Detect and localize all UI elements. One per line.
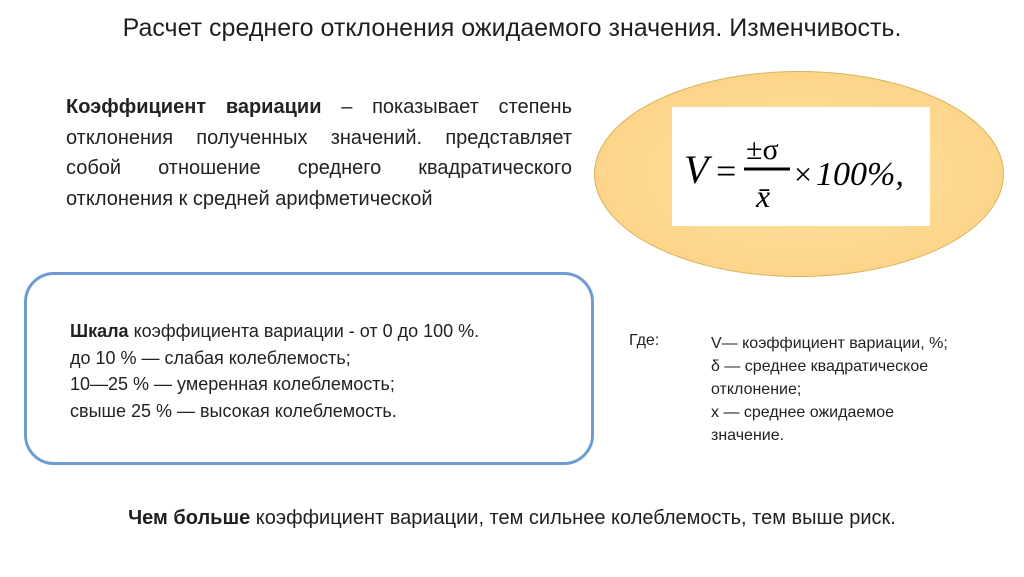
formula-rhs: 100%,	[816, 156, 904, 193]
scale-item: до 10 % — слабая колеблемость;	[70, 347, 351, 368]
scale-text	[70, 318, 570, 424]
legend-line-x: x — среднее ожидаемое	[711, 404, 895, 421]
definition-term: Коэффициент вариации	[66, 96, 322, 118]
scale-heading	[70, 318, 570, 345]
scale-item: свыше 25 % — высокая колеблемость.	[70, 400, 397, 421]
legend-line-delta-cont: отклонение;	[711, 381, 802, 398]
legend-line-x-cont: значение.	[711, 427, 785, 444]
definition-body: – показывает степень отклонения полученных значений. представляет собой отношение среднего квадратического отклонения к средней арифметической	[66, 96, 573, 210]
conclusion-bold: Чем больше	[128, 507, 251, 529]
slide-title: Расчет среднего отклонения ожидаемого значения. Изменчивость.	[122, 14, 902, 42]
scale-heading-bold: Шкала	[70, 321, 129, 341]
formula-times: ×	[794, 156, 813, 192]
formula-legend	[711, 332, 1011, 447]
scale-heading-rest: коэффициента вариации - от 0 до 100 %.	[128, 321, 480, 341]
legend-line-v: V— коэффициент вариации, %;	[711, 335, 948, 352]
formula-lhs: V	[684, 147, 709, 192]
conclusion-rest: коэффициент вариации, тем сильнее колеблемость, тем выше риск.	[250, 507, 896, 529]
formula-equals: =	[716, 151, 737, 191]
formula-numerator: ±σ	[746, 133, 779, 166]
conclusion-text	[0, 507, 1024, 530]
formula-denominator: x̄	[756, 178, 771, 214]
formula-svg	[672, 107, 930, 226]
scale-item: 10—25 % — умеренная колеблемость;	[70, 374, 395, 394]
where-label: Где:	[629, 332, 660, 349]
legend-line-delta: δ — среднее квадратическое	[711, 358, 929, 375]
formula-image	[672, 107, 930, 226]
definition-paragraph	[66, 92, 572, 214]
